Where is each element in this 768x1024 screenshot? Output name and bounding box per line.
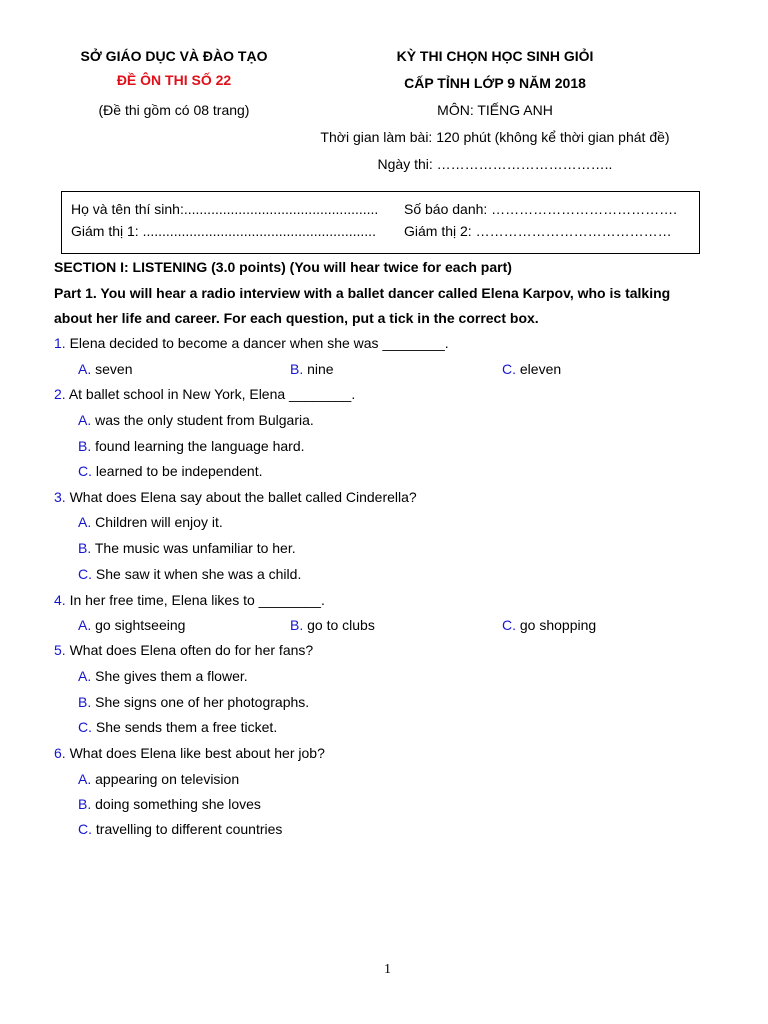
question-number: 3. (54, 489, 66, 505)
option-text: eleven (519, 361, 562, 377)
part1-instruction-line1: Part 1. You will hear a radio interview with a ballet dancer called Elena Karpov, who is talking (54, 285, 671, 301)
q4-option-c[interactable] (502, 617, 596, 633)
question-text: What does Elena like best about her job? (69, 745, 325, 761)
exam-title-line1: KỲ THI CHỌN HỌC SINH GIỎI (396, 48, 594, 64)
q1-option-a[interactable] (78, 361, 132, 377)
candidate-number-field[interactable]: Số báo danh: …………………………………. (404, 201, 678, 217)
question-3 (54, 489, 417, 505)
time-limit: Thời gian làm bài: 120 phút (không kể thời gian phát đề) (320, 129, 670, 145)
q6-option-b[interactable] (78, 796, 261, 812)
option-letter: B. (78, 540, 92, 556)
option-letter: A. (78, 771, 92, 787)
option-text: was the only student from Bulgaria. (95, 412, 314, 428)
option-text: go to clubs (307, 617, 375, 633)
question-text: In her free time, Elena likes to ________. (69, 592, 325, 608)
option-text: She sends them a free ticket. (95, 719, 278, 735)
q5-option-a[interactable] (78, 668, 248, 684)
section-title: SECTION I: LISTENING (3.0 points) (You will hear twice for each part) (54, 259, 512, 275)
question-4 (54, 592, 325, 608)
option-letter: C. (78, 463, 92, 479)
q6-option-a[interactable] (78, 771, 239, 787)
q2-option-a[interactable] (78, 412, 314, 428)
option-letter: C. (78, 821, 92, 837)
option-letter: C. (78, 719, 92, 735)
option-letter: A. (78, 361, 92, 377)
option-letter: C. (78, 566, 92, 582)
question-2 (54, 386, 355, 402)
option-text: travelling to different countries (95, 821, 283, 837)
q2-option-b[interactable] (78, 438, 305, 454)
q5-option-c[interactable] (78, 719, 277, 735)
option-text: She signs one of her photographs. (95, 694, 310, 710)
option-letter: B. (290, 617, 304, 633)
q6-option-c[interactable] (78, 821, 282, 837)
option-letter: B. (78, 796, 92, 812)
q1-option-c[interactable] (502, 361, 561, 377)
option-letter: B. (290, 361, 304, 377)
option-letter: A. (78, 412, 92, 428)
option-letter: C. (502, 361, 516, 377)
option-letter: A. (78, 668, 92, 684)
exam-title-line2: CẤP TỈNH LỚP 9 NĂM 2018 (404, 75, 586, 91)
option-text: nine (307, 361, 334, 377)
q4-option-a[interactable] (78, 617, 185, 633)
q1-option-b[interactable] (290, 361, 334, 377)
exam-number: ĐỀ ÔN THI SỐ 22 (116, 72, 232, 88)
option-letter: B. (78, 694, 92, 710)
option-text: go shopping (519, 617, 597, 633)
candidate-name-field[interactable]: Họ và tên thí sinh:.................................................. (71, 201, 379, 217)
question-text: At ballet school in New York, Elena ________. (68, 386, 356, 402)
option-text: Children will enjoy it. (95, 514, 223, 530)
dept-name: SỞ GIÁO DỤC VÀ ĐÀO TẠO (80, 48, 268, 64)
question-number: 6. (54, 745, 66, 761)
q2-option-c[interactable] (78, 463, 262, 479)
q3-option-a[interactable] (78, 514, 223, 530)
option-text: She saw it when she was a child. (95, 566, 302, 582)
part1-instruction-line2: about her life and career. For each question, put a tick in the correct box. (54, 310, 539, 326)
question-number: 2. (54, 386, 66, 402)
option-text: found learning the language hard. (95, 438, 305, 454)
question-text: What does Elena say about the ballet called Cinderella? (69, 489, 417, 505)
question-number: 1. (54, 335, 66, 351)
proctor-1-field[interactable]: Giám thị 1: ............................................................ (71, 223, 376, 239)
question-number: 4. (54, 592, 66, 608)
option-letter: B. (78, 438, 92, 454)
option-text: learned to be independent. (95, 463, 263, 479)
option-letter: C. (502, 617, 516, 633)
question-text: Elena decided to become a dancer when she was ________. (69, 335, 449, 351)
question-6 (54, 745, 325, 761)
option-text: appearing on television (95, 771, 240, 787)
question-text: What does Elena often do for her fans? (69, 642, 314, 658)
question-1 (54, 335, 449, 351)
q4-option-b[interactable] (290, 617, 375, 633)
option-text: The music was unfamiliar to her. (94, 540, 296, 556)
q3-option-c[interactable] (78, 566, 301, 582)
proctor-2-field[interactable]: Giám thị 2: …………………………………… (404, 223, 672, 239)
option-letter: A. (78, 514, 92, 530)
q3-option-b[interactable] (78, 540, 296, 556)
option-text: doing something she loves (95, 796, 261, 812)
page-number: 1 (384, 962, 391, 977)
option-letter: A. (78, 617, 92, 633)
candidate-info-box (61, 191, 700, 254)
q5-option-b[interactable] (78, 694, 309, 710)
option-text: seven (95, 361, 133, 377)
pages-note: (Đề thi gồm có 08 trang) (98, 102, 250, 118)
exam-date: Ngày thi: ……………………………….. (377, 156, 613, 172)
option-text: go sightseeing (95, 617, 186, 633)
option-text: She gives them a flower. (95, 668, 248, 684)
question-5 (54, 642, 313, 658)
subject: MÔN: TIẾNG ANH (437, 102, 553, 118)
question-number: 5. (54, 642, 66, 658)
